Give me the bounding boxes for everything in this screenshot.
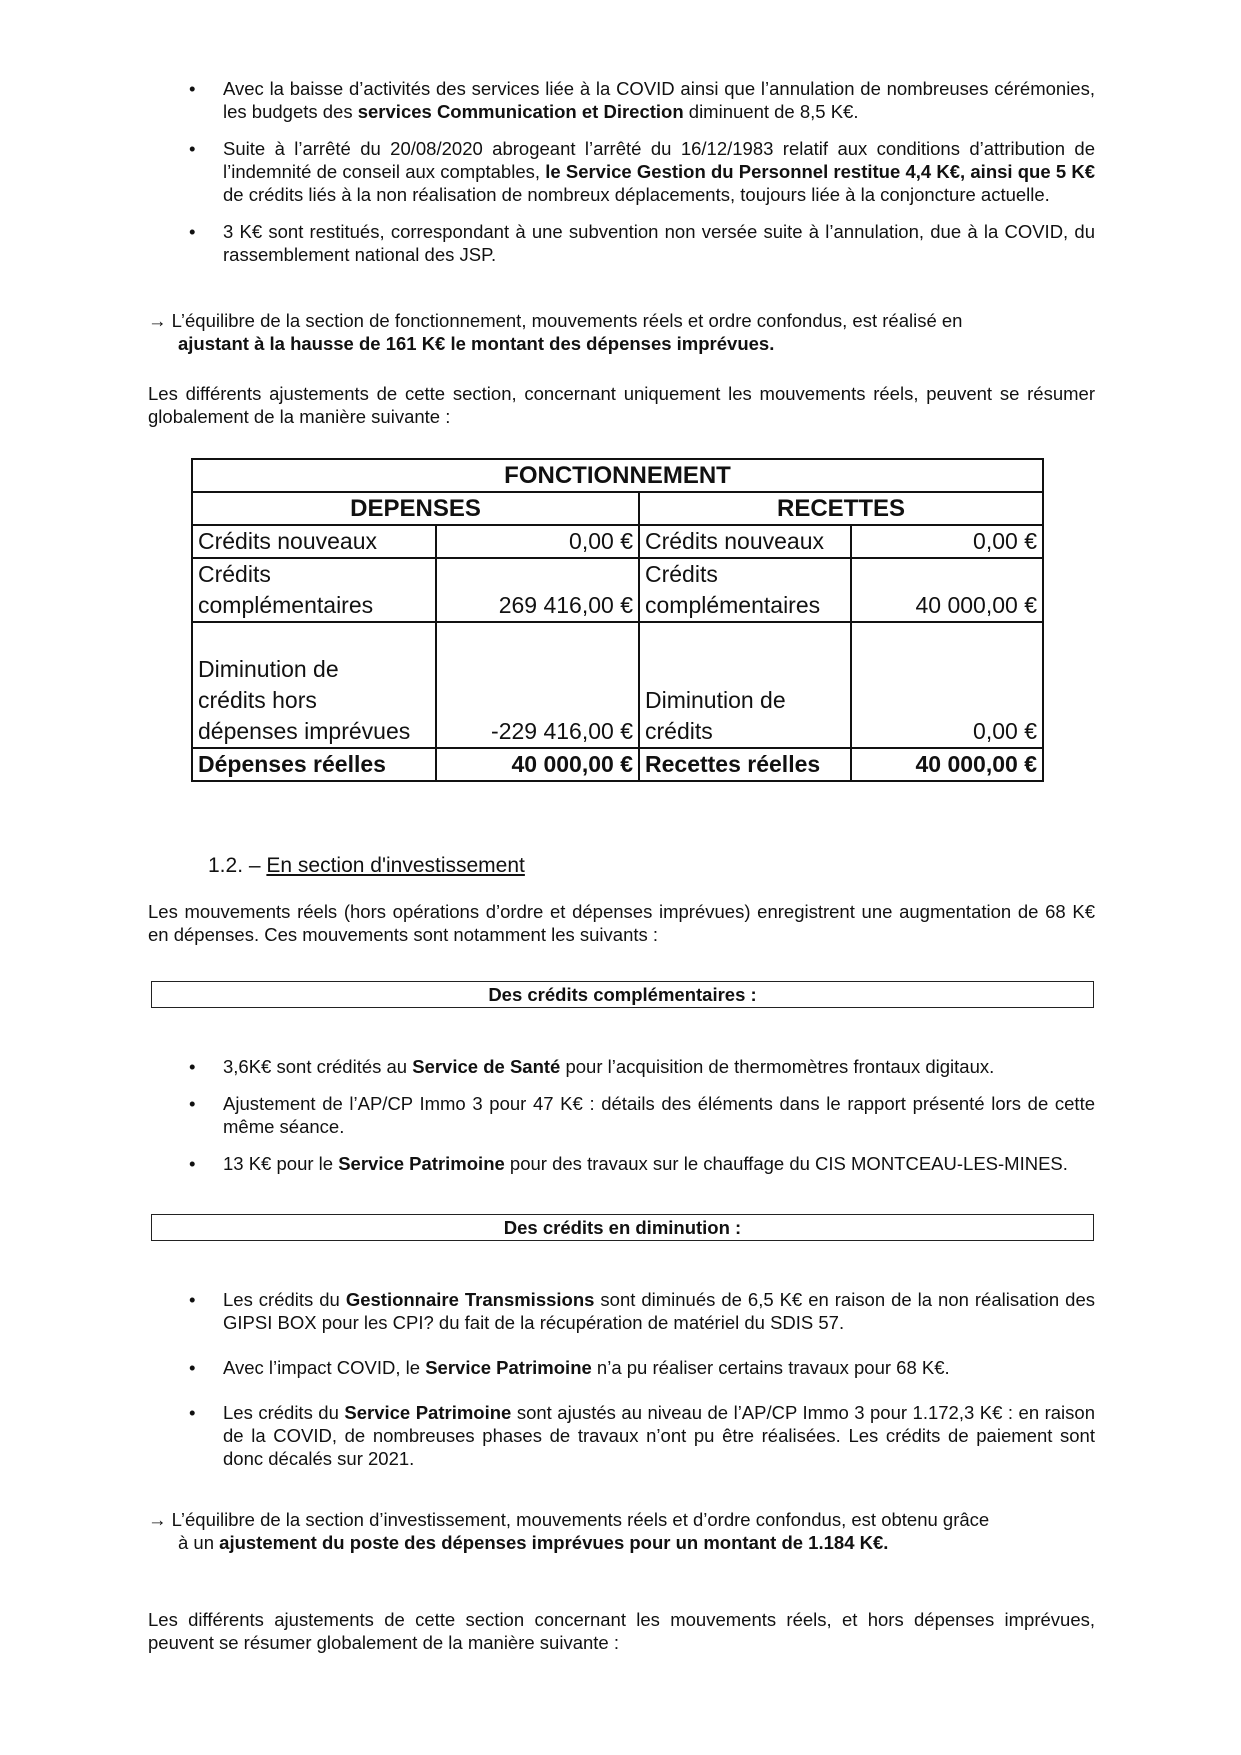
list-item (185, 1152, 1095, 1175)
list-item (185, 1288, 1095, 1334)
list-item (185, 1356, 1095, 1379)
table-title: FONCTIONNEMENT (192, 459, 1043, 492)
table-cell: 40 000,00 € (851, 558, 1043, 622)
list-item (185, 137, 1095, 206)
text: pour des travaux sur le chauffage du CIS MONTCEAU-LES-MINES. (504, 1153, 1068, 1174)
cell-line: Crédits (645, 561, 718, 587)
table-cell (192, 622, 436, 748)
table-cell: Crédits nouveaux (639, 525, 851, 558)
table-row (192, 748, 1043, 781)
table-cell: Dépenses réelles (192, 748, 436, 781)
table-cell (639, 558, 851, 622)
equilibre-fonct-line1: → L’équilibre de la section de fonctionnement, mouvements réels et ordre confondus, est réalisé en (148, 310, 963, 331)
outro-paragraph: Les différents ajustements de cette section concernant les mouvements réels, et hors dépenses imprévues, peuvent se résumer globalement de la manière suivante : (148, 1609, 1095, 1653)
table-row (192, 459, 1043, 492)
intro-investissement: Les mouvements réels (hors opérations d’ordre et dépenses imprévues) enregistrent une augmentation de 68 K€ en dépenses. Ces mouvements sont notamment les suivants : (148, 901, 1095, 945)
credits-diminution-box: Des crédits en diminution : (151, 1214, 1094, 1241)
cell-line: complémentaires (198, 592, 374, 618)
text: pour l’acquisition de thermomètres frontaux digitaux. (560, 1056, 995, 1077)
equilibre-fonctionnement (148, 309, 1095, 355)
cell-line: Diminution de (645, 687, 786, 713)
text: Les crédits du (223, 1402, 345, 1423)
text: 3 K€ sont restitués, correspondant à une subvention non versée suite à l’annulation, due à la COVID, du rassemblement national des JSP. (223, 221, 1095, 265)
table-row (192, 525, 1043, 558)
equilibre-invest-line2: ajustement du poste des dépenses imprévues pour un montant de 1.184 K€. (219, 1532, 889, 1553)
list-item (185, 1092, 1095, 1138)
equilibre-fonct-line2: ajustant à la hausse de 161 K€ le montant des dépenses imprévues. (178, 333, 775, 354)
top-bullet-list (185, 63, 1095, 266)
depenses-header: DEPENSES (192, 492, 639, 525)
section-number: 1.2. – (208, 854, 267, 877)
bold-text: Service Patrimoine (338, 1153, 505, 1174)
bold-text: Service Patrimoine (425, 1357, 592, 1378)
bullet-icon: • (189, 1289, 196, 1310)
bullet-icon: • (189, 1357, 196, 1378)
bullet-icon: • (189, 1056, 196, 1077)
table-cell: 269 416,00 € (436, 558, 639, 622)
bullet-icon: • (189, 221, 196, 242)
bullet-icon: • (189, 138, 196, 159)
credits-complementaires-box: Des crédits complémentaires : (151, 981, 1094, 1008)
table-cell: 40 000,00 € (851, 748, 1043, 781)
equilibre-invest-line1: → L’équilibre de la section d’investissement, mouvements réels et d’ordre confondus, est obtenu grâce (148, 1509, 990, 1530)
bold-text: le Service Gestion du Personnel restitue 4,4 K€, ainsi que 5 K€ (545, 161, 1095, 182)
text: Avec la baisse d’activités des services liée à la COVID ainsi que l’annulation de nombreuses cérémonies, les budgets des (223, 78, 1095, 122)
list-item (185, 1055, 1095, 1078)
text: sont ajustés au niveau de l’AP/CP Immo 3 pour 1.172,3 K€ : en raison de la COVID, de nombreuses phases de travaux n’ont pu être réalisées. Les crédits de paiement sont donc décalés sur 2021. (223, 1402, 1095, 1469)
table-cell: 0,00 € (851, 622, 1043, 748)
bullet-icon: • (189, 1093, 196, 1114)
intro-fonctionnement: Les différents ajustements de cette section, concernant uniquement les mouvements réels, peuvent se résumer globalement de la manière suivante : (148, 383, 1095, 427)
bullet-icon: • (189, 78, 196, 99)
bold-text: Service de Santé (412, 1056, 561, 1077)
section-heading (208, 854, 525, 877)
text: diminuent de 8,5 K€. (683, 101, 859, 122)
complementaires-bullet-list (185, 1041, 1095, 1175)
fonctionnement-table (191, 458, 1044, 782)
table-cell (639, 622, 851, 748)
recettes-header: RECETTES (639, 492, 1043, 525)
list-item (185, 77, 1095, 123)
section-title: En section d'investissement (266, 854, 525, 877)
diminution-bullet-list (185, 1274, 1095, 1470)
cell-line: crédits hors (198, 687, 317, 713)
table-row (192, 558, 1043, 622)
text: 3,6K€ sont crédités au (223, 1056, 413, 1077)
bullet-icon: • (189, 1153, 196, 1174)
cell-line: crédits (645, 718, 713, 744)
bold-text: Service Patrimoine (344, 1402, 512, 1423)
text: n’a pu réaliser certains travaux pour 68 K€. (591, 1357, 950, 1378)
cell-line: complémentaires (645, 592, 821, 618)
bullet-icon: • (189, 1402, 196, 1423)
table-cell: Recettes réelles (639, 748, 851, 781)
text: Suite à l’arrêté du 20/08/2020 abrogeant l’arrêté du 16/12/1983 relatif aux conditions d’attribution de l’indemnité de conseil aux comptables, (223, 138, 1095, 182)
table-cell: -229 416,00 € (436, 622, 639, 748)
table-cell: 40 000,00 € (436, 748, 639, 781)
cell-line: Diminution de (198, 656, 339, 682)
text: 13 K€ pour le (223, 1153, 339, 1174)
cell-line: Crédits (198, 561, 271, 587)
equilibre-invest-line2-pre: à un (178, 1532, 220, 1553)
table-cell: 0,00 € (851, 525, 1043, 558)
text: Avec l’impact COVID, le (223, 1357, 426, 1378)
bold-text: services Communication et Direction (357, 101, 684, 122)
text: Les crédits du (223, 1289, 346, 1310)
table-cell: 0,00 € (436, 525, 639, 558)
text: sont diminués de 6,5 K€ en raison de la non réalisation des GIPSI BOX pour les CPI? du fait de la récupération de matériel du SDIS 57. (223, 1289, 1095, 1333)
list-item (185, 220, 1095, 266)
fonctionnement-table-wrap (191, 458, 1044, 782)
table-cell (192, 558, 436, 622)
text: Ajustement de l’AP/CP Immo 3 pour 47 K€ : détails des éléments dans le rapport présenté lors de cette même séance. (223, 1093, 1095, 1137)
table-row (192, 622, 1043, 748)
cell-line: dépenses imprévues (198, 718, 411, 744)
bold-text: Gestionnaire Transmissions (345, 1289, 595, 1310)
table-row (192, 492, 1043, 525)
text: de crédits liés à la non réalisation de nombreux déplacements, toujours liée à la conjoncture actuelle. (223, 184, 1050, 205)
equilibre-investissement (148, 1508, 1095, 1554)
table-cell: Crédits nouveaux (192, 525, 436, 558)
list-item (185, 1401, 1095, 1470)
